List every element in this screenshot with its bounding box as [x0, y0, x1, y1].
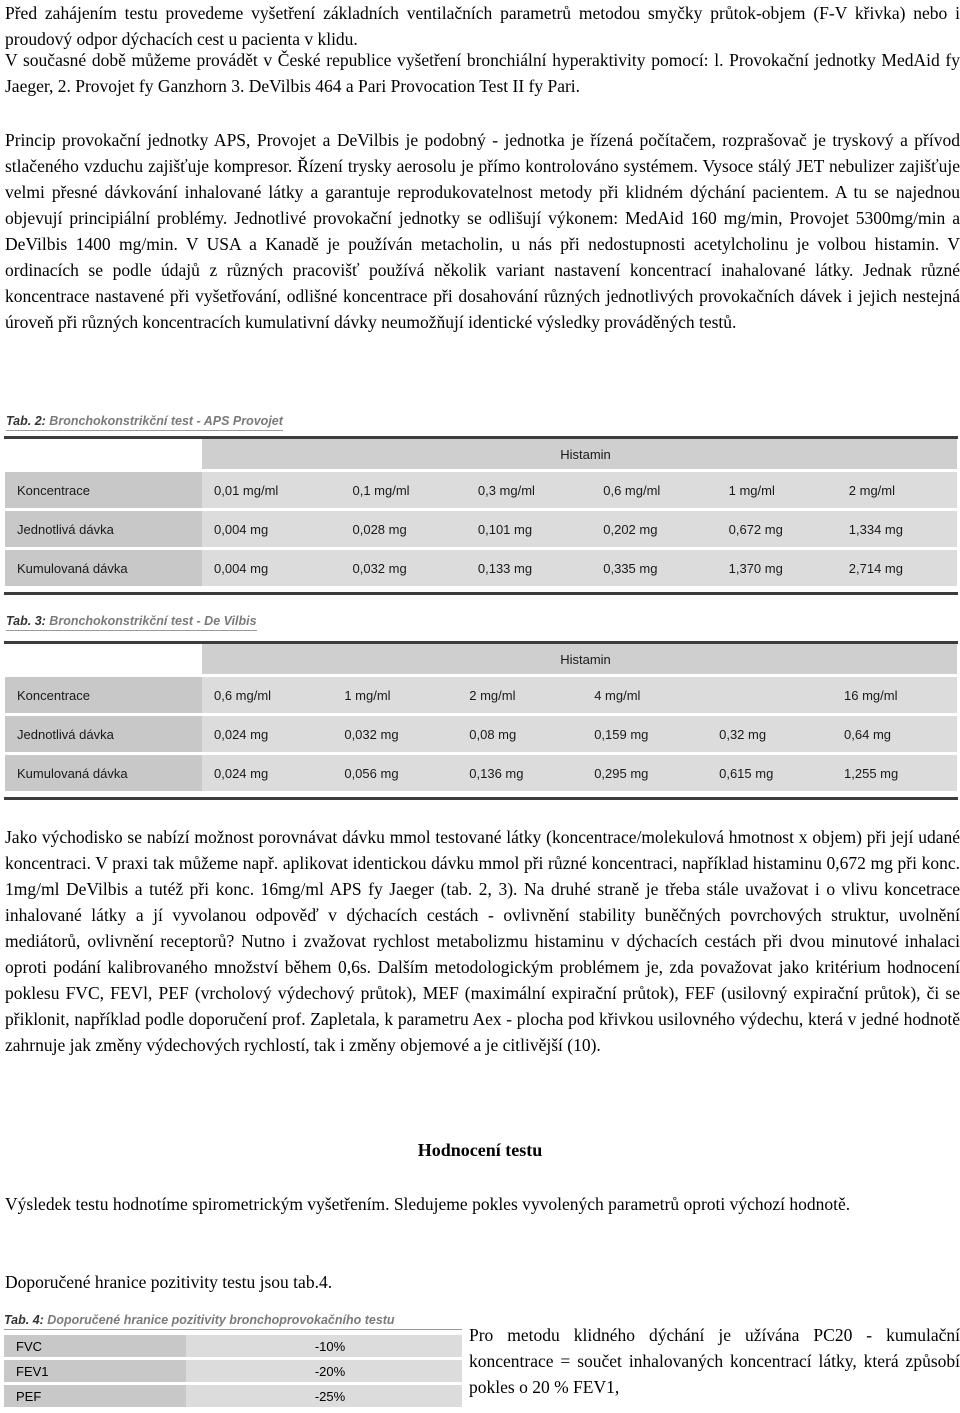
table-row: [5, 549, 957, 588]
table-cell: -25%: [186, 1384, 462, 1409]
table-cell: 0,335 mg: [591, 549, 716, 588]
row-label: FVC: [4, 1335, 186, 1359]
table-cell: 0,32 mg: [707, 715, 832, 754]
table-cell: 0,1 mg/ml: [341, 471, 466, 510]
table-cell: 0,08 mg: [457, 715, 582, 754]
table2-header-blank: [5, 439, 202, 471]
table2: [5, 439, 957, 589]
table-cell: 0,672 mg: [717, 510, 837, 549]
table-row: [4, 1335, 462, 1359]
table3-caption: [6, 614, 257, 631]
row-label: Koncentrace: [5, 471, 202, 510]
table-row: [5, 676, 957, 715]
table3: [5, 644, 957, 794]
row-label: Kumulovaná dávka: [5, 754, 202, 793]
table-row: [5, 471, 957, 510]
discussion-paragraph: Jako východisko se nabízí možnost porovnávat dávku mmol testované látky (koncentrace/molekulová hmotnost x objem) při její udané koncentraci. V praxi tak můžeme např. aplikovat identickou dávku mmol při různé koncentraci, například histaminu 0,672 mg při konc. 1mg/ml DeVilbis a tutéž při konc. 16mg/ml APS fy Jaeger (tab. 2, 3). Na druhé straně je třeba stále uvažovat i o vlivu koncetrace inhalované látky a jí vyvolanou odpověď v dýchacích cestách - ovlivnění stability buněčných povrchových struktur, uvolnění mediátorů, ovlivnění receptorů? Nutno i zvažovat rychlost metabolizmu histaminu v dýchacích cestách při dvou minutové inhalaci oproti podání kalibrovaného množství během 0,6s. Dalším metodologickým problémem je, zda považovat jako kritérium hodnocení poklesu FVC, FEVl, PEF (vrcholový výdechový průtok), MEF (maximální expirační průtok), FEF (usilovný expirační průtok), či se přiklonit, například podle doporučení prof. Zapletala, k parametru Aex - plocha pod křivkou usilovného výdechu, která v jedné hodnotě zahrnuje jak změny výdechových rychlostí, tak i změny objemové a je citlivější (10).: [5, 827, 960, 1055]
table-cell: 0,136 mg: [457, 754, 582, 793]
table-cell: 0,028 mg: [341, 510, 466, 549]
row-label: Koncentrace: [5, 676, 202, 715]
table-cell: 0,295 mg: [582, 754, 707, 793]
table-cell: 2 mg/ml: [837, 471, 957, 510]
table-cell: 1,334 mg: [837, 510, 957, 549]
table3-caption-number: Tab. 3:: [6, 614, 46, 628]
table-row: [4, 1384, 462, 1409]
table-row: [5, 715, 957, 754]
table-cell: 1 mg/ml: [717, 471, 837, 510]
table2-header: Histamin: [202, 439, 957, 471]
table2-caption-text: Bronchokonstrikční test - APS Provojet: [45, 414, 283, 428]
table-cell: 0,64 mg: [832, 715, 957, 754]
table-cell: 0,056 mg: [332, 754, 457, 793]
table-row: [5, 754, 957, 793]
table-cell: 0,032 mg: [332, 715, 457, 754]
row-label: Kumulovaná dávka: [5, 549, 202, 588]
table4-block: [4, 1313, 462, 1410]
table-cell: 0,01 mg/ml: [202, 471, 341, 510]
methods-paragraph: V současné době můžeme provádět v České republice vyšetření bronchiální hyperaktivity pomocí: l. Provokační jednotky MedAid fy Jaeger, 2. Provojet fy Ganzhorn 3. DeVilbis 464 a Pari Provocation Test II fy Pari.: [5, 50, 960, 96]
table-cell: 2,714 mg: [837, 549, 957, 588]
table4-caption-text: Doporučené hranice pozitivity bronchoprovokačního testu: [43, 1313, 395, 1327]
table-cell: -10%: [186, 1335, 462, 1359]
principle-paragraph: Princip provokační jednotky APS, Provojet a DeVilbis je podobný - jednotka je řízená počítačem, rozprašovač je tryskový a přívod stlačeného vzduchu zajišťuje kompresor. Řízení trysky aerosolu je přímo kontrolováno systémem. Vysoce stálý JET nebulizer zajišťuje velmi přesné dávkování inhalované látky a garantuje reprodukovatelnost metody při klidném dýchání pacientem. A tu se najednou objevují principiální problémy. Jednotlivé provokační jednotky se odlišují výkonem: MedAid 160 mg/min, Provojet 5300mg/min a DeVilbis 1400 mg/min. V USA a Kanadě je používán metacholin, u nás při nedostupnosti acetylcholinu je volbou histamin. V ordinacích se podle údajů z různých pracovišť používá několik variant nastavení koncentrací inahalované látky. Jednak různé koncentrace nastavené při vyšetřování, odlišné koncentrace při dosahování různých jednotlivých provokačních dávek i jejich nestejná úroveň při různých koncentracích kumulativní dávky neumožňují identické výsledky prováděných testů.: [5, 130, 960, 332]
table-cell: 16 mg/ml: [832, 676, 957, 715]
table2-caption: [6, 414, 283, 431]
table-cell: 0,159 mg: [582, 715, 707, 754]
row-label: FEV1: [4, 1359, 186, 1384]
table-row: [5, 510, 957, 549]
section-heading: Hodnocení testu: [417, 1140, 543, 1160]
table3-header-row: [5, 644, 957, 676]
table-cell: 1 mg/ml: [332, 676, 457, 715]
table2-caption-number: Tab. 2:: [6, 414, 46, 428]
table-cell: 0,6 mg/ml: [591, 471, 716, 510]
pc20-paragraph: Pro metodu klidného dýchání je užívána PC20 - kumulační koncentrace = součet inhalovaných koncentrací látky, která způsobí pokles o 20 % FEV1,: [469, 1325, 960, 1397]
table3-header-blank: [5, 644, 202, 676]
table-cell: 0,202 mg: [591, 510, 716, 549]
table-cell: 1,370 mg: [717, 549, 837, 588]
table-cell: -20%: [186, 1359, 462, 1384]
table-cell: 4 mg/ml: [582, 676, 707, 715]
table4-caption-number: Tab. 4:: [4, 1313, 44, 1327]
table-cell: 0,004 mg: [202, 510, 341, 549]
evaluation-paragraph: Výsledek testu hodnotíme spirometrickým vyšetřením. Sledujeme pokles vyvolených parametrů oproti výchozí hodnotě.: [5, 1194, 851, 1214]
table-cell: 0,101 mg: [466, 510, 591, 549]
table4: [4, 1335, 462, 1410]
table-cell: 0,615 mg: [707, 754, 832, 793]
table-cell: 1,255 mg: [832, 754, 957, 793]
table-cell: 0,3 mg/ml: [466, 471, 591, 510]
table-cell: 0,004 mg: [202, 549, 341, 588]
table-cell: 0,6 mg/ml: [202, 676, 332, 715]
row-label: Jednotlivá dávka: [5, 510, 202, 549]
table-cell: 2 mg/ml: [457, 676, 582, 715]
table3-caption-text: Bronchokonstrikční test - De Vilbis: [45, 614, 257, 628]
table-cell: [707, 676, 832, 715]
table-cell: 0,024 mg: [202, 715, 332, 754]
limits-paragraph: Doporučené hranice pozitivity testu jsou tab.4.: [5, 1272, 333, 1292]
table4-caption: [4, 1313, 462, 1330]
table3-header: Histamin: [202, 644, 957, 676]
table-row: [4, 1359, 462, 1384]
table-cell: 0,024 mg: [202, 754, 332, 793]
table-cell: 0,133 mg: [466, 549, 591, 588]
intro-paragraph: Před zahájením testu provedeme vyšetření základních ventilačních parametrů metodou smyčky průtok-objem (F-V křivka) nebo i proudový odpor dýchacích cest u pacienta v klidu.: [5, 3, 960, 49]
row-label: PEF: [4, 1384, 186, 1409]
row-label: Jednotlivá dávka: [5, 715, 202, 754]
table-cell: 0,032 mg: [341, 549, 466, 588]
table2-header-row: [5, 439, 957, 471]
